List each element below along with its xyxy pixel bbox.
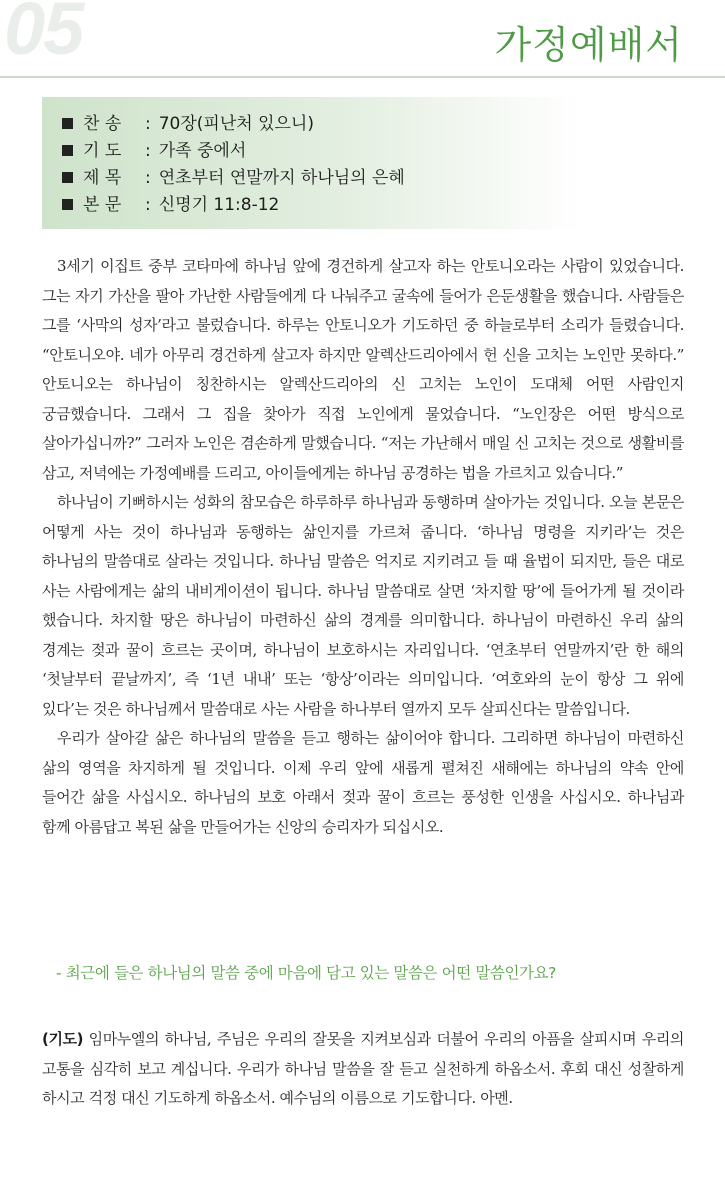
prayer-label: (기도) xyxy=(42,1030,84,1048)
info-value: 연초부터 연말까지 하나님의 은혜 xyxy=(158,168,405,188)
info-colon: : xyxy=(145,168,151,188)
info-colon: : xyxy=(145,114,151,134)
info-label: 제 목 xyxy=(83,168,122,188)
info-row-hymn xyxy=(62,111,582,138)
info-row-scripture xyxy=(62,192,582,219)
info-colon: : xyxy=(145,141,151,161)
prayer-text: 임마누엘의 하나님, 주님은 우리의 잘못을 지켜보심과 더불어 우리의 아픔을 살피시며 우리의 고통을 심각히 보고 계십니다. 우리가 하나님 말씀을 잘 듣고 실천하게 하옵소서. 후회 대신 성찰하게 하시고 걱정 대신 기도하게 하옵소서. 예수님의 이름으로 기도합니다. 아멘. xyxy=(42,1030,684,1107)
info-label: 기 도 xyxy=(83,141,122,161)
square-bullet-icon xyxy=(62,145,73,156)
square-bullet-icon xyxy=(62,199,73,210)
sermon-body xyxy=(42,252,684,842)
page-number: 05 xyxy=(4,0,83,70)
reflection-question: - 최근에 들은 하나님의 말씀 중에 마음에 담고 있는 말씀은 어떤 말씀인가요? xyxy=(56,964,557,982)
info-label: 본 문 xyxy=(83,195,122,215)
info-colon: : xyxy=(145,195,151,215)
sermon-paragraph: 3세기 이집트 중부 코타마에 하나님 앞에 경건하게 살고자 하는 안토니오라는 사람이 있었습니다. 그는 자기 가산을 팔아 가난한 사람들에게 다 나눠주고 굴속에 들어가 은둔생활을 했습니다. 사람들은 그를 ‘사막의 성자’라고 불렀습니다. 하루는 안토니오가 기도하던 중 하늘로부터 소리가 들렸습니다. “안토니오야. 네가 아무리 경건하게 살고자 하지만 알렉산드리아에서 헌 신을 고치는 노인만 못하다.” 안토니오는 하나님이 칭찬하시는 알렉산드리아의 신 고치는 노인이 도대체 어떤 사람인지 궁금했습니다. 그래서 그 집을 찾아가 직접 노인에게 물었습니다. “노인장은 어떤 방식으로 살아가십니까?” 그러자 노인은 겸손하게 말했습니다. “저는 가난해서 매일 신 고치는 것으로 생활비를 삼고, 저녁에는 가정예배를 드리고, 아이들에게는 하나님 공경하는 법을 가르치고 있습니다.” xyxy=(42,257,684,482)
square-bullet-icon xyxy=(62,172,73,183)
worship-info-list xyxy=(42,97,582,219)
worship-info-box xyxy=(42,97,582,229)
square-bullet-icon xyxy=(62,118,73,129)
closing-prayer xyxy=(42,1025,684,1114)
info-value: 70장(피난처 있으니) xyxy=(158,114,314,134)
page-title: 가정예배서 xyxy=(494,23,683,67)
sermon-paragraph: 우리가 살아갈 삶은 하나님의 말씀을 듣고 행하는 삶이어야 합니다. 그리하면 하나님이 마련하신 삶의 영역을 차지하게 될 것입니다. 이제 우리 앞에 새롭게 펼쳐진 새해에는 하나님의 약속 안에 들어간 삶을 사십시오. 하나님의 보호 아래서 젖과 꿀이 흐르는 풍성한 인생을 사십시오. 하나님과 함께 아름답고 복된 삶을 만들어가는 신앙의 승리자가 되십시오. xyxy=(42,729,684,836)
title-divider xyxy=(0,76,725,78)
info-label: 찬 송 xyxy=(83,114,122,134)
info-value: 가족 중에서 xyxy=(158,141,247,161)
info-row-subject xyxy=(62,165,582,192)
info-row-prayer xyxy=(62,138,582,165)
info-value: 신명기 11:8-12 xyxy=(158,195,280,215)
sermon-paragraph: 하나님이 기뻐하시는 성화의 참모습은 하루하루 하나님과 동행하며 살아가는 것입니다. 오늘 본문은 어떻게 사는 것이 하나님과 동행하는 삶인지를 가르쳐 줍니다. ‘하나님 명령을 지키라’는 것은 하나님의 말씀대로 살라는 것입니다. 하나님 말씀은 억지로 지키려고 들 때 율법이 되지만, 들은 대로 사는 사람에게는 삶의 내비게이션이 됩니다. 하나님 말씀대로 살면 ‘차지할 땅’에 들어가게 될 것이라 했습니다. 차지할 땅은 하나님이 마련하신 삶의 경계를 의미합니다. 하나님이 마련하신 우리 삶의 경계는 젖과 꿀이 흐르는 곳이며, 하나님이 보호하시는 자리입니다. ‘연초부터 연말까지’란 한 해의 ‘첫날부터 끝날까지’, 즉 ‘1년 내내’ 또는 ‘항상’이라는 의미입니다. ‘여호와의 눈이 항상 그 위에 있다’는 것은 하나님께서 말씀대로 사는 사람을 하나부터 열까지 모두 살피신다는 말씀입니다. xyxy=(42,493,684,718)
